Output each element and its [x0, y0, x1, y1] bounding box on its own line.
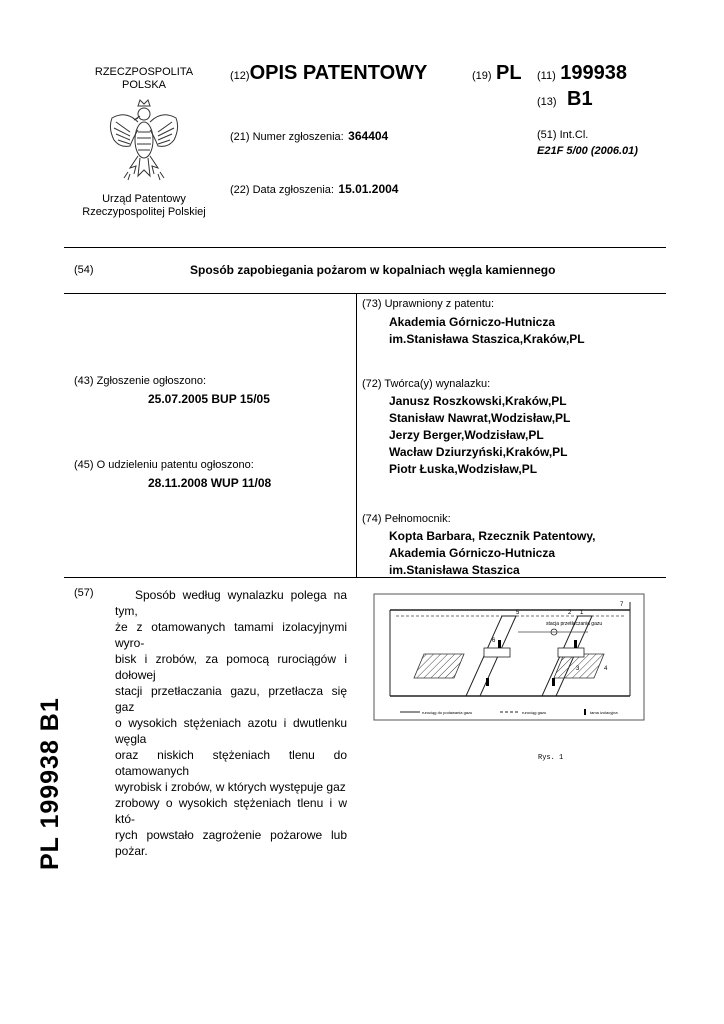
station-label: stacja przetłaczania gazu	[546, 621, 603, 627]
application-number: (21) Numer zgłoszenia: 364404	[230, 129, 389, 143]
attorney: Kopta Barbara, Rzecznik Patentowy, Akademia Górniczo-Hutnicza im.Stanisława Staszica	[389, 529, 596, 577]
goaf-area-1	[414, 654, 464, 678]
label-1: 1	[580, 610, 584, 616]
side-patent-label: PL 199938 B1	[36, 697, 64, 870]
attorney-label: (74) Pełnomocnik:	[362, 513, 451, 525]
int-classification: (51) Int.Cl. E21F 5/00 (2006.01)	[537, 129, 638, 157]
label-4: 4	[604, 666, 608, 672]
legend-label-3: tama izolacyjna	[590, 710, 618, 715]
list-item: Piotr Łuska,Wodzisław,PL	[389, 462, 538, 476]
dam-2	[552, 678, 555, 686]
label-7: 7	[620, 602, 624, 608]
legend-dam	[584, 709, 586, 715]
abstract-text: Sposób według wynalazku polega na tym, że z otamowanych tamami izolacyjnymi wyro- bisk i zrobów, za pomocą rurociągów i dołowej stacji przetłaczania gazu, przetłacza się gaz o wysokich stężeniach azotu i dwutlenku węgla oraz niskich stężeniach tlenu do otamowanych wyrobisk i zrobów, w których występuje gaz zrobowy o wysokich stężeniach tlenu i w któ- rych powstało zagrożenie pożarowe lub pożar.	[115, 588, 347, 858]
dam-4	[574, 640, 577, 648]
publication-label: (43) Zgłoszenie ogłoszono:	[74, 375, 207, 387]
divider	[64, 247, 666, 248]
patent-number: (11) 199938	[537, 62, 627, 84]
country-name: RZECZPOSPOLITA POLSKA	[94, 66, 194, 91]
patent-office: Urząd Patentowy Rzeczypospolitej Polskiej	[82, 193, 206, 218]
list-item: Wacław Dziurzyński,Kraków,PL	[389, 445, 568, 459]
column-divider	[356, 293, 357, 577]
label-2: 2	[568, 610, 572, 616]
grant-label: (45) O udzieleniu patentu ogłoszono:	[74, 459, 254, 471]
kind-code: (13) B1	[537, 88, 593, 110]
divider	[64, 293, 666, 294]
inventors-list	[389, 393, 570, 478]
eagle-emblem-icon	[104, 96, 184, 186]
title-code: (54)	[74, 264, 94, 276]
dam-1	[486, 678, 489, 686]
abstract-code: (57)	[74, 587, 94, 599]
unit-box-1	[484, 648, 510, 657]
divider	[64, 577, 666, 578]
list-item: Jerzy Berger,Wodzisław,PL	[389, 428, 544, 442]
filing-date: (22) Data zgłoszenia: 15.01.2004	[230, 182, 399, 196]
label-6: 6	[492, 638, 496, 644]
document-type: (12)OPIS PATENTOWY	[230, 62, 428, 84]
legend-label-2: rurociąg gazu	[522, 710, 547, 715]
dam-3	[498, 640, 501, 648]
figure-caption: Rys. 1	[538, 754, 564, 762]
list-item: Janusz Roszkowski,Kraków,PL	[389, 394, 567, 408]
label-3: 3	[576, 666, 580, 672]
legend-label-1: rurociąg do podawania gazu	[422, 710, 473, 715]
holder-label: (73) Uprawniony z patentu:	[362, 298, 495, 310]
grant-value: 28.11.2008 WUP 11/08	[148, 476, 272, 490]
list-item: Stanisław Nawrat,Wodzisław,PL	[389, 411, 571, 425]
patent-title: Sposób zapobiegania pożarom w kopalniach węgla kamiennego	[190, 263, 556, 277]
label-5: 5	[516, 610, 520, 616]
mine-diagram	[368, 592, 650, 748]
holder: Akademia Górniczo-Hutnicza im.Stanisława Staszica,Kraków,PL	[389, 315, 585, 346]
publication-value: 25.07.2005 BUP 15/05	[148, 392, 270, 406]
country-code: (19) PL	[472, 62, 522, 84]
unit-box-2	[558, 648, 584, 657]
inventors-label: (72) Twórca(y) wynalazku:	[362, 378, 491, 390]
